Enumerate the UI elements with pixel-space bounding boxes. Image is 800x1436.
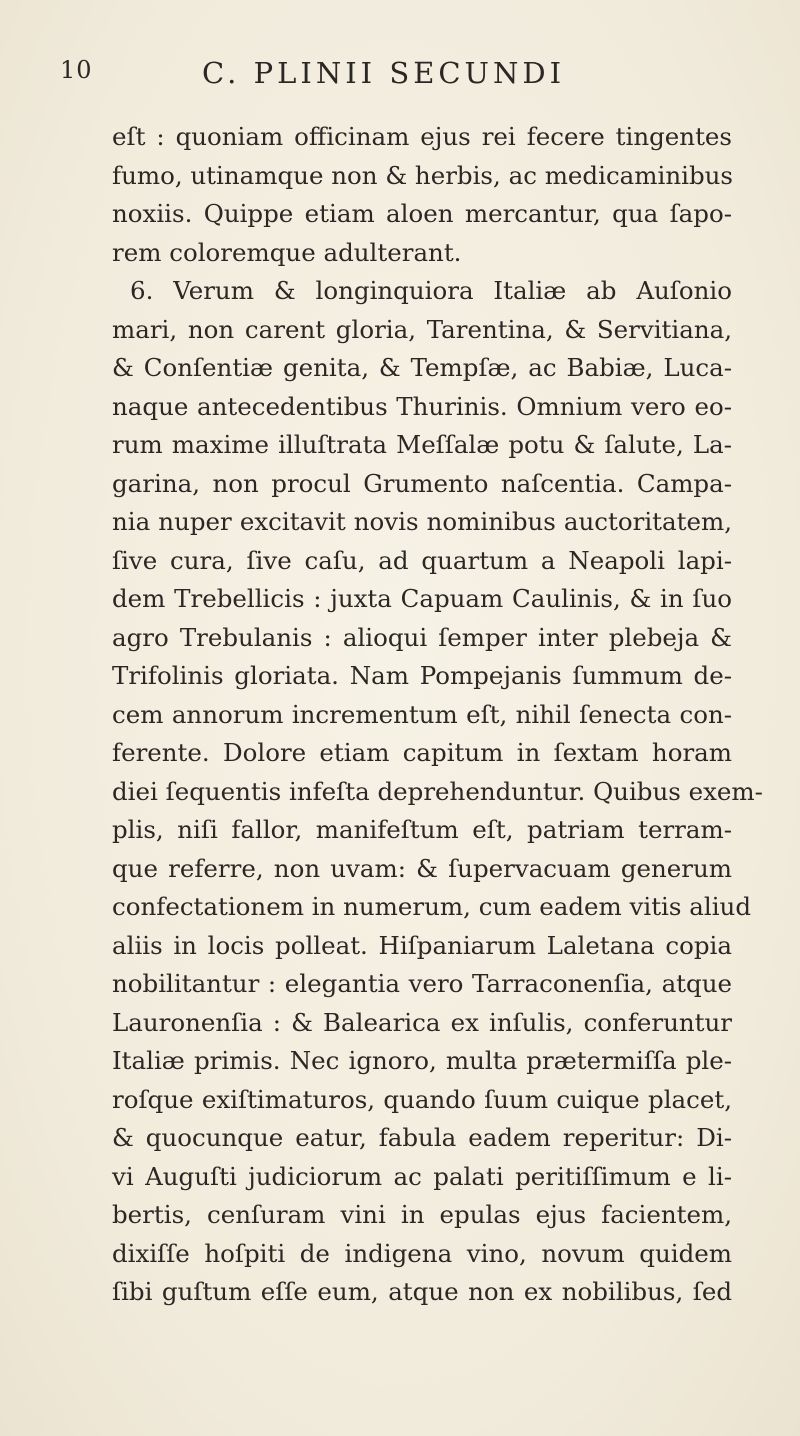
text-line: naque antecedentibus Thurinis. Omnium vero eo-	[112, 391, 732, 421]
text-line: nia nuper excitavit novis nominibus auctoritatem,	[112, 507, 732, 536]
running-head: C. PLINII SECUNDI	[202, 56, 566, 90]
text-line: cem annorum incrementum eſt, nihil ſenecta con-	[112, 699, 732, 729]
text-line: ſive cura, ſive caſu, ad quartum a Neapoli lapi-	[112, 545, 732, 575]
text-line: confectationem in numerum, cum eadem vitis aliud	[112, 892, 751, 921]
text-line: roſque exiſtimaturos, quando ſuum cuique placet,	[112, 1084, 732, 1114]
text-line: nobilitantur : elegantia vero Tarraconenſia, atque	[112, 969, 732, 998]
text-line: plis, niſi fallor, manifeſtum eſt, patriam terram-	[112, 815, 732, 844]
text-line: rum maxime illuſtrata Meſſalæ potu & ſalute, La-	[112, 430, 732, 459]
text-line: noxiis. Quippe etiam aloen mercantur, qua ſapo-	[112, 199, 732, 228]
text-line: ſibi guſtum eſſe eum, atque non ex nobilibus, ſed	[112, 1277, 732, 1306]
text-line: Trifolinis gloriata. Nam Pompejanis ſummum de-	[112, 661, 732, 690]
text-line: ferente. Dolore etiam capitum in ſextam horam	[112, 738, 732, 767]
text-line: & quocunque eatur, fabula eadem reperitur: Di-	[112, 1123, 732, 1152]
page-header	[60, 56, 740, 96]
text-line: 6. Verum & longinquiora Italiæ ab Auſonio	[130, 276, 732, 305]
text-line: aliis in locis polleat. Hiſpaniarum Laletana copia	[112, 930, 732, 960]
text-line: garina, non procul Grumento naſcentia. Campa-	[112, 468, 732, 498]
text-line: dem Trebellicis : juxta Capuam Caulinis, & in ſuo	[112, 584, 732, 613]
text-line: dixiſſe hoſpiti de indigena vino, novum quidem	[112, 1238, 732, 1268]
text-line: vi Auguſti judiciorum ac palati peritiſſimum e li-	[112, 1161, 732, 1191]
page-number: 10	[60, 56, 93, 84]
text-line: fumo, utinamque non & herbis, ac medicaminibus	[112, 160, 733, 190]
text-line: diei ſequentis infeſta deprehenduntur. Quibus exem-	[112, 776, 763, 806]
text-line: agro Trebulanis : alioqui ſemper inter plebeja &	[112, 622, 732, 652]
text-line: mari, non carent gloria, Tarentina, & Servitiana,	[112, 314, 732, 344]
text-line: & Conſentiæ genita, & Tempſæ, ac Babiæ, Luca-	[112, 353, 732, 382]
text-line: que referre, non uvam: & ſupervacuam generum	[112, 853, 732, 883]
text-line: Italiæ primis. Nec ignoro, multa prætermiſſa ple-	[112, 1046, 732, 1075]
text-line: Lauronenſia : & Balearica ex inſulis, conferuntur	[112, 1007, 732, 1037]
text-line: eſt : quoniam officinam ejus rei fecere tingentes	[112, 122, 732, 151]
body-text	[112, 118, 763, 1312]
text-line: rem coloremque adulterant.	[112, 237, 462, 267]
text-line: bertis, cenſuram vini in epulas ejus facientem,	[112, 1200, 732, 1229]
